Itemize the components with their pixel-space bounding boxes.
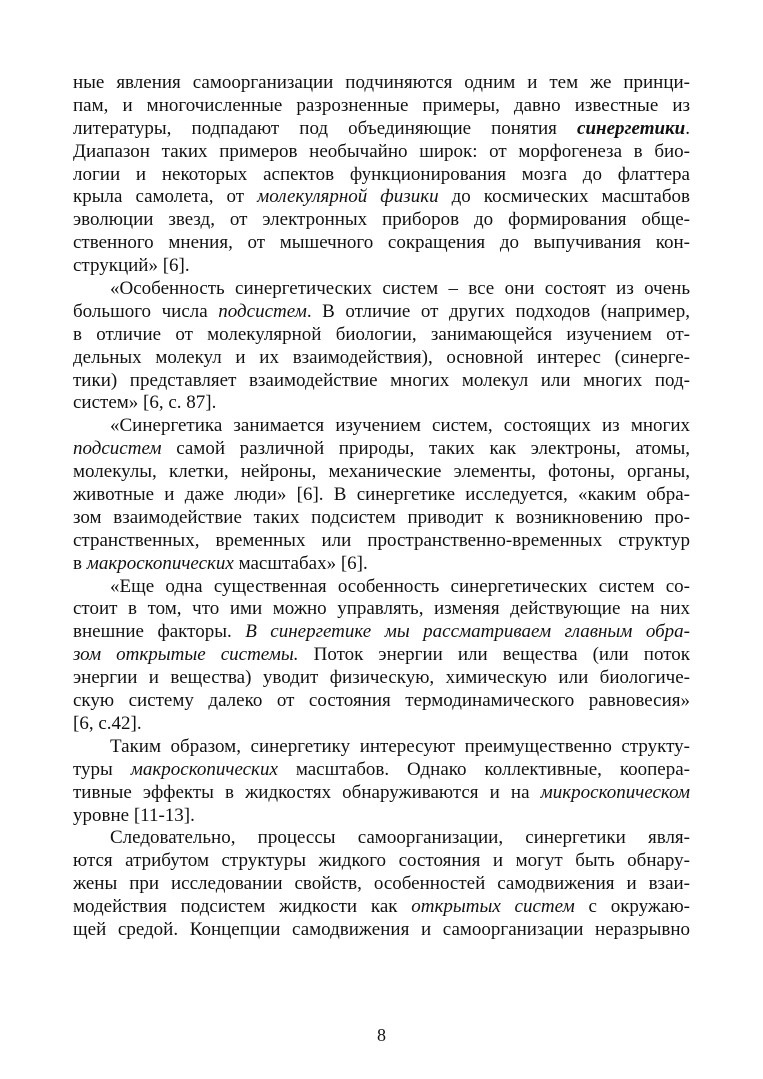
- text-run: систем» [6, с. 87].: [73, 392, 217, 414]
- italic-term: подсистем: [218, 300, 307, 322]
- text-line: [73, 507, 690, 530]
- text-line: [73, 415, 690, 438]
- text-line: [73, 118, 690, 141]
- text-line: [73, 919, 690, 942]
- text-run: в отличие от молекулярной биологии, занимающейся изучением от-: [73, 323, 690, 345]
- paragraph: [73, 576, 690, 736]
- text-run: с окружаю-: [574, 896, 691, 918]
- text-line: [73, 690, 690, 713]
- text-run: энергии и вещества) уводит физическую, химическую или биологиче-: [73, 667, 690, 689]
- text-run: скую систему далеко от состояния термодинамического равновесия»: [73, 690, 690, 712]
- italic-term: молекулярной физики: [257, 186, 439, 208]
- text-run: ются атрибутом структуры жидкого состояния и могут быть обнару-: [73, 850, 690, 872]
- text-line: [73, 621, 690, 644]
- text-run: зом взаимодействие таких подсистем приводит к возникновению про-: [73, 506, 690, 528]
- text-line: [73, 553, 690, 576]
- paragraph: [73, 827, 690, 941]
- text-line: [73, 232, 690, 255]
- text-run: масштабах» [6].: [233, 552, 368, 574]
- text-run: стоит в том, что ими можно управлять, изменяя действующие на них: [73, 598, 690, 620]
- page-number: 8: [377, 1025, 386, 1045]
- text-run: ные явления самоорганизации подчиняются одним и тем же принци-: [73, 72, 690, 93]
- text-run: тики) представляет взаимодействие многих молекул или многих под-: [73, 369, 690, 391]
- text-line: [73, 782, 690, 805]
- italic-term: В синергетике мы рассматриваем главным обра-: [245, 621, 690, 643]
- text-line: [73, 209, 690, 232]
- text-line: [73, 392, 690, 415]
- text-run: Поток энергии или вещества (или поток: [298, 644, 690, 666]
- text-line: [73, 95, 690, 118]
- text-run: жены при исследовании свойств, особенностей самодвижения и взаи-: [73, 873, 690, 895]
- text-line: [73, 461, 690, 484]
- text-line: [73, 896, 690, 919]
- text-line: [73, 301, 690, 324]
- text-line: [73, 805, 690, 828]
- text-line: [73, 186, 690, 209]
- text-run: струкций» [6].: [73, 255, 190, 277]
- italic-term: макроскопических: [86, 552, 234, 574]
- text-line: [73, 370, 690, 393]
- text-line: [73, 484, 690, 507]
- paragraph: [73, 72, 690, 278]
- text-run: ственного мнения, от мышечного сокращения до выпучивания кон-: [73, 232, 690, 254]
- text-run: эволюции звезд, от электронных приборов до формирования обще-: [73, 209, 690, 231]
- text-run: туры: [73, 758, 131, 780]
- text-run: «Еще одна существенная особенность синергетических систем со-: [110, 575, 690, 597]
- text-run: уровне [11-13].: [73, 804, 195, 826]
- text-run: масштабов. Однако коллективные, коопера-: [277, 758, 690, 780]
- text-run: .: [685, 117, 690, 139]
- text-run: Следовательно, процессы самоорганизации, синергетики явля-: [110, 827, 690, 849]
- paragraph: [73, 415, 690, 575]
- text-line: [73, 141, 690, 164]
- text-run: большого числа: [73, 300, 219, 322]
- italic-term: макроскопических: [130, 758, 278, 780]
- bold-italic-term: синергетики: [577, 117, 686, 139]
- text-run: в: [73, 552, 87, 574]
- text-line: [73, 164, 690, 187]
- text-line: [73, 644, 690, 667]
- text-line: [73, 255, 690, 278]
- text-line: [73, 72, 690, 95]
- text-run: внешние факторы.: [73, 621, 246, 643]
- text-line: [73, 530, 690, 553]
- text-line: [73, 850, 690, 873]
- italic-term: открытых систем: [411, 896, 575, 918]
- italic-term: подсистем: [73, 438, 162, 460]
- paragraph: [73, 736, 690, 828]
- text-run: молекулы, клетки, нейроны, механические элементы, фотоны, органы,: [73, 461, 690, 483]
- text-run: пам, и многочисленные разрозненные примеры, давно известные из: [73, 94, 690, 116]
- paragraph: [73, 278, 690, 415]
- document-body: [73, 72, 690, 942]
- text-run: животные и даже люди» [6]. В синергетике исследуется, «каким обра-: [73, 484, 690, 506]
- text-line: [73, 736, 690, 759]
- text-line: [73, 667, 690, 690]
- text-run: [6, с.42].: [73, 712, 142, 734]
- text-run: . В отличие от других подходов (например,: [306, 300, 690, 322]
- text-run: крыла самолета, от: [73, 186, 258, 208]
- text-run: дельных молекул и их взаимодействия), основной интерес (синерге-: [73, 346, 690, 368]
- text-run: Диапазон таких примеров необычайно широк: от морфогенеза в био-: [73, 140, 690, 162]
- text-run: тивные эффекты в жидкостях обнаруживаются и на: [73, 781, 541, 803]
- text-line: [73, 759, 690, 782]
- text-run: до космических масштабов: [438, 186, 690, 208]
- text-run: самой различной природы, таких как электроны, атомы,: [161, 438, 690, 460]
- text-run: щей средой. Концепции самодвижения и самоорганизации неразрывно: [73, 918, 690, 940]
- text-line: [73, 873, 690, 896]
- text-run: Таким образом, синергетику интересуют преимущественно структу-: [110, 735, 690, 757]
- text-line: [73, 827, 690, 850]
- italic-term: зом открытые системы.: [73, 644, 299, 666]
- text-line: [73, 347, 690, 370]
- italic-term: микроскопическом: [540, 781, 690, 803]
- text-line: [73, 278, 690, 301]
- text-line: [73, 438, 690, 461]
- text-run: «Синергетика занимается изучением систем, состоящих из многих: [110, 415, 690, 437]
- text-run: странственных, временных или пространственно-временных структур: [73, 529, 690, 551]
- text-run: логии и некоторых аспектов функционирования мозга до флаттера: [73, 163, 690, 185]
- text-run: литературы, подпадают под объединяющие понятия: [73, 117, 578, 139]
- text-run: «Особенность синергетических систем – все они состоят из очень: [110, 278, 690, 300]
- text-line: [73, 713, 690, 736]
- text-line: [73, 598, 690, 621]
- text-run: модействия подсистем жидкости как: [73, 896, 412, 918]
- text-line: [73, 576, 690, 599]
- text-line: [73, 324, 690, 347]
